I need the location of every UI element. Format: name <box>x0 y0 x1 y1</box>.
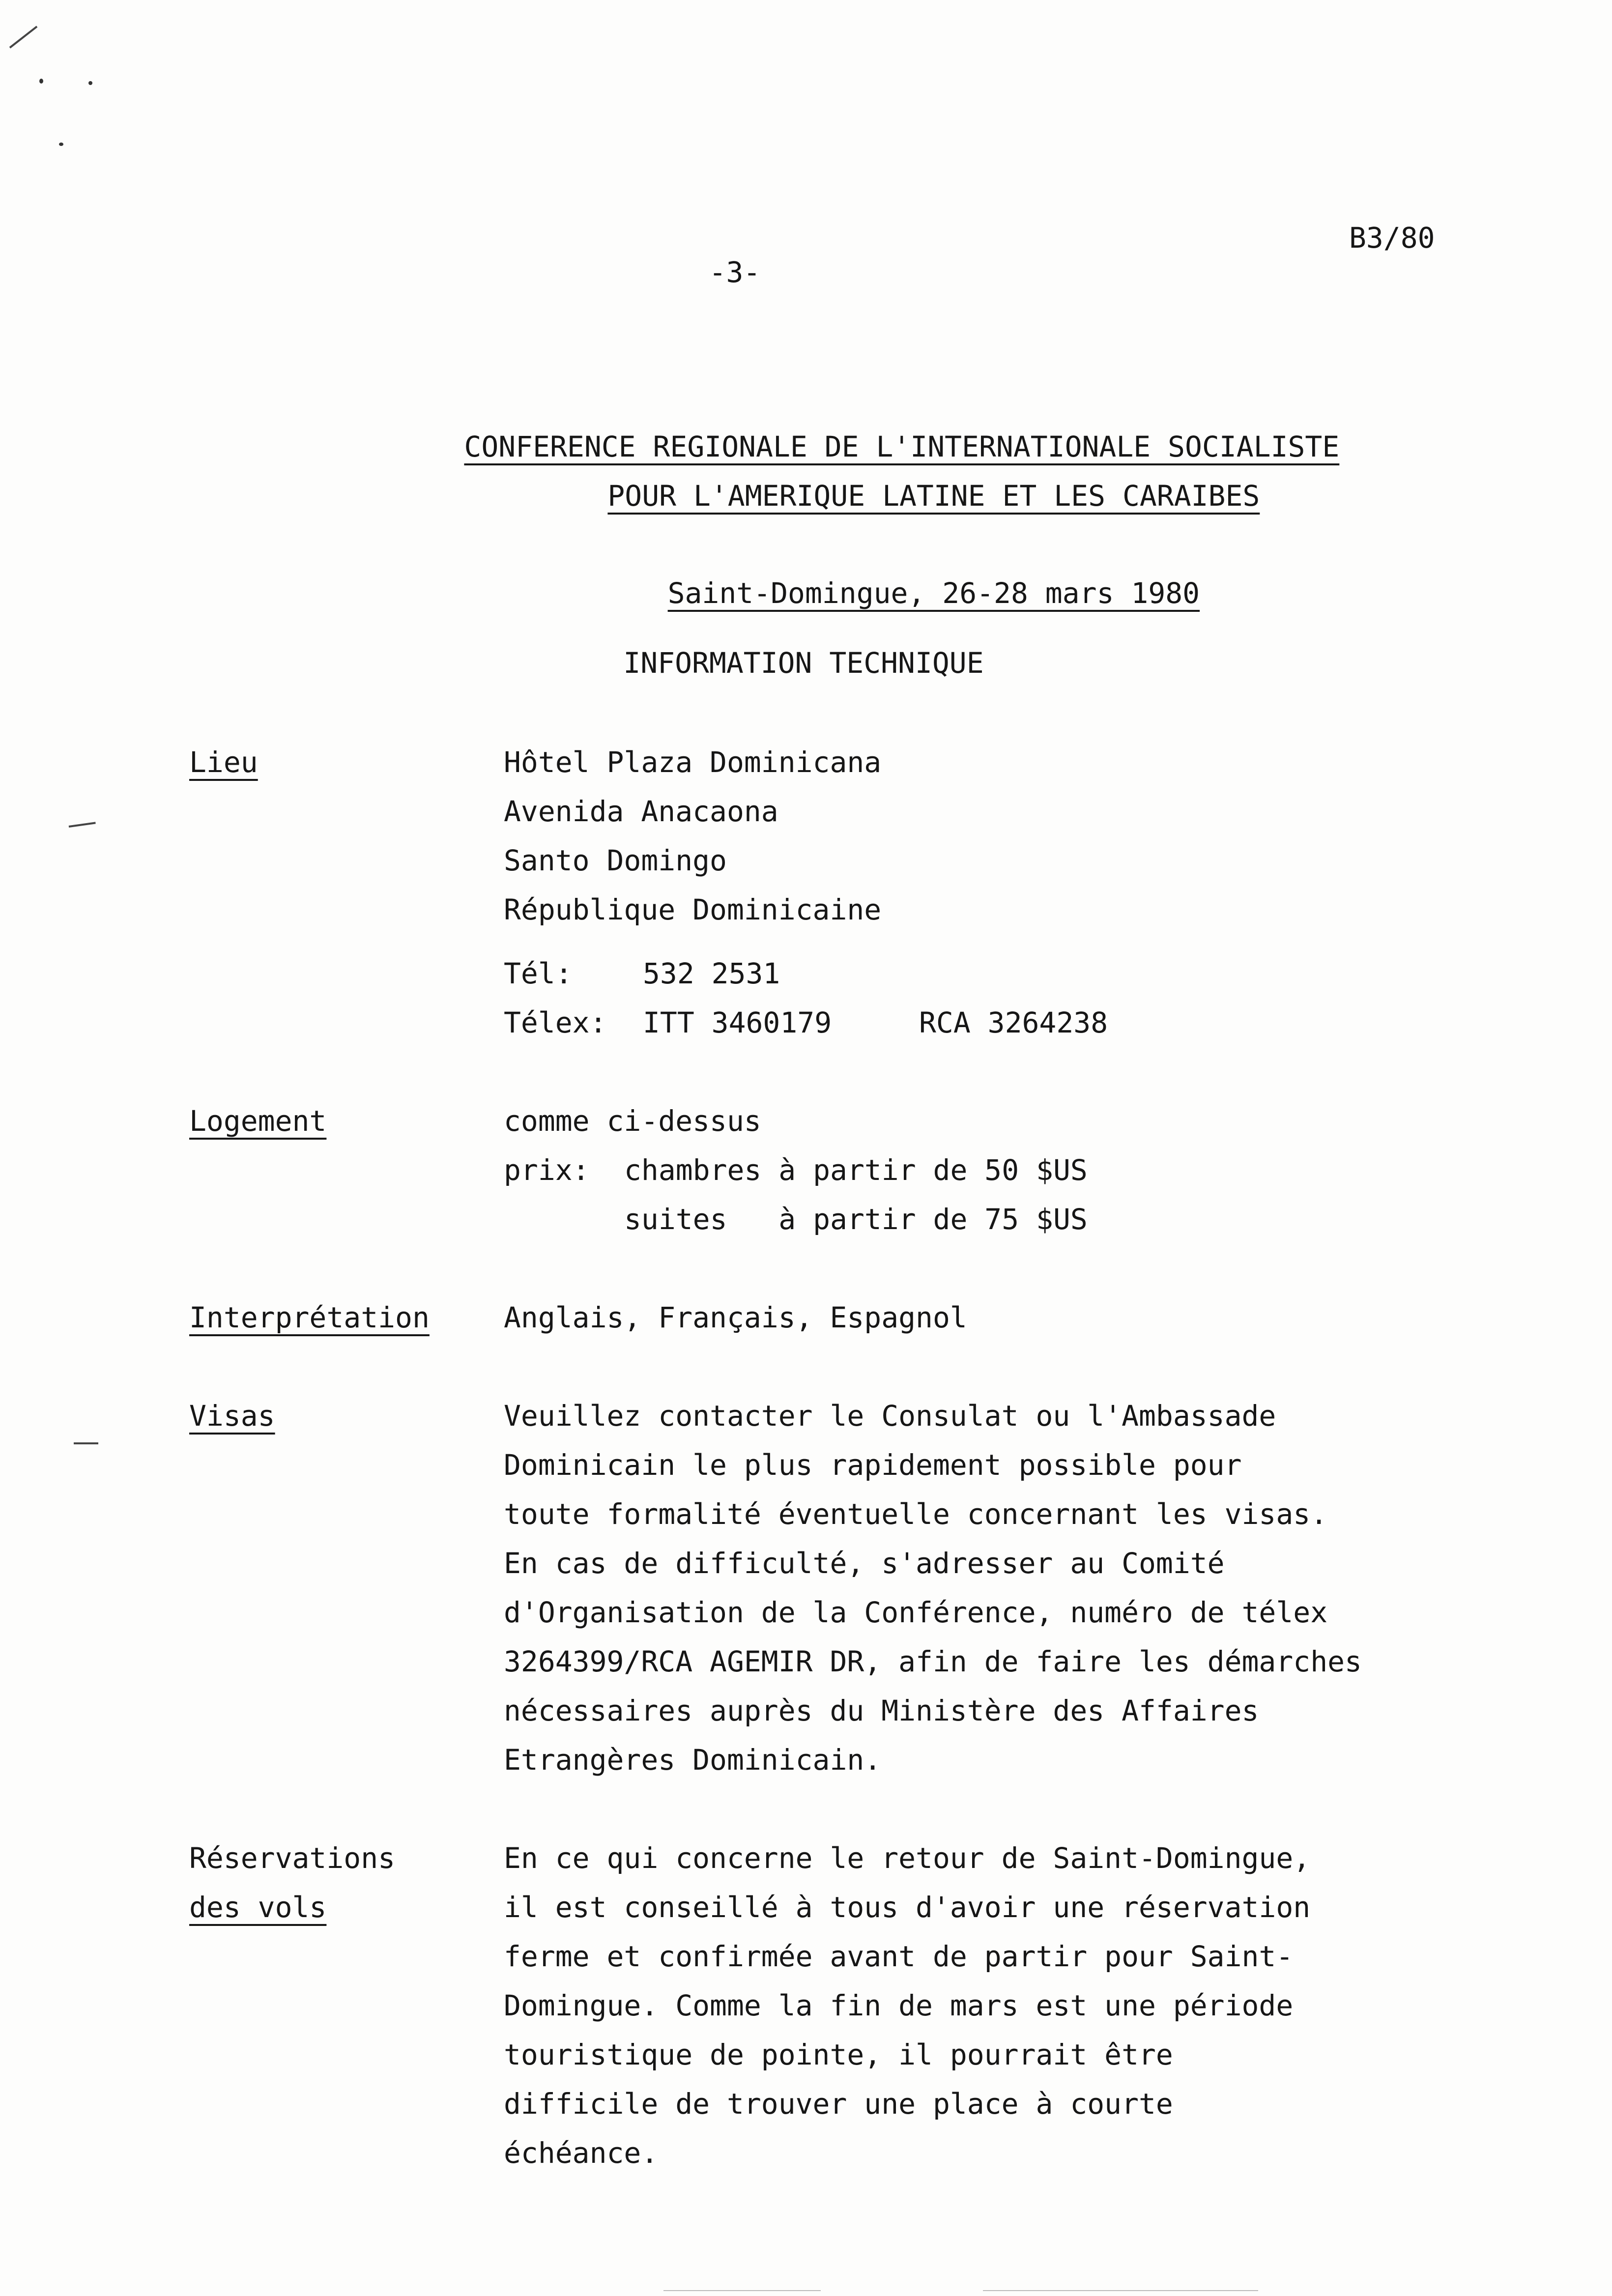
tel-value: 532 2531 <box>643 957 780 990</box>
scan-edge <box>983 2290 1258 2291</box>
telex-itt: ITT 3460179 <box>643 1006 832 1039</box>
document-reference: B3/80 <box>1349 221 1435 255</box>
page-number: -3- <box>709 256 761 289</box>
visas-line: Etrangères Dominicain. <box>504 1743 882 1777</box>
title-line-2: POUR L'AMERIQUE LATINE ET LES CARAIBES <box>607 479 1260 513</box>
visas-line: Veuillez contacter le Consulat ou l'Ambassade <box>504 1399 1276 1433</box>
label-reservations: Réservations <box>189 1841 396 1875</box>
reservations-line: il est conseillé à tous d'avoir une réservation <box>504 1891 1311 1924</box>
visas-line: d'Organisation de la Conférence, numéro de télex <box>504 1596 1328 1629</box>
scan-speck <box>59 143 63 146</box>
label-des-vols: des vols <box>189 1891 327 1924</box>
telex-rca: RCA 3264238 <box>919 1006 1108 1039</box>
label-interpretation: Interprétation <box>189 1301 430 1334</box>
scan-mark <box>69 822 96 828</box>
scan-speck <box>88 81 92 85</box>
scan-mark <box>9 26 38 48</box>
scan-mark <box>74 1442 98 1444</box>
reservations-line: Domingue. Comme la fin de mars est une période <box>504 1989 1294 2022</box>
reservations-line: échéance. <box>504 2136 659 2170</box>
reservations-line: difficile de trouver une place à courte <box>504 2087 1173 2121</box>
scan-speck <box>39 79 43 84</box>
label-logement: Logement <box>189 1104 327 1138</box>
lieu-line: Hôtel Plaza Dominicana <box>504 746 882 779</box>
reservations-line: ferme et confirmée avant de partir pour Saint- <box>504 1940 1294 1973</box>
lieu-line: Santo Domingo <box>504 844 727 877</box>
interpretation-languages: Anglais, Français, Espagnol <box>504 1301 967 1334</box>
label-visas: Visas <box>189 1399 275 1433</box>
visas-line: toute formalité éventuelle concernant les visas. <box>504 1497 1328 1531</box>
price-suites: suites à partir de 75 $US <box>624 1203 1088 1236</box>
telex-label: Télex: <box>504 1006 607 1039</box>
reservations-line: touristique de pointe, il pourrait être <box>504 2038 1173 2071</box>
tel-label: Tél: <box>504 957 573 990</box>
visas-line: nécessaires auprès du Ministère des Affaires <box>504 1694 1259 1727</box>
reservations-line: En ce qui concerne le retour de Saint-Domingue, <box>504 1841 1311 1875</box>
lieu-line: République Dominicaine <box>504 893 882 926</box>
section-subtitle: INFORMATION TECHNIQUE <box>623 646 984 680</box>
price-rooms: chambres à partir de 50 $US <box>624 1153 1088 1187</box>
visas-line: En cas de difficulté, s'adresser au Comité <box>504 1547 1225 1580</box>
lieu-line: Avenida Anacaona <box>504 795 778 828</box>
title-line-1: CONFERENCE REGIONALE DE L'INTERNATIONALE SOCIALISTE <box>464 430 1340 463</box>
place-date: Saint-Domingue, 26-28 mars 1980 <box>667 576 1200 610</box>
price-label: prix: <box>504 1153 590 1187</box>
logement-line: comme ci-dessus <box>504 1104 761 1138</box>
visas-line: Dominicain le plus rapidement possible pour <box>504 1448 1242 1482</box>
label-lieu: Lieu <box>189 746 258 779</box>
scan-edge <box>663 2290 821 2291</box>
visas-line: 3264399/RCA AGEMIR DR, afin de faire les démarches <box>504 1645 1362 1678</box>
